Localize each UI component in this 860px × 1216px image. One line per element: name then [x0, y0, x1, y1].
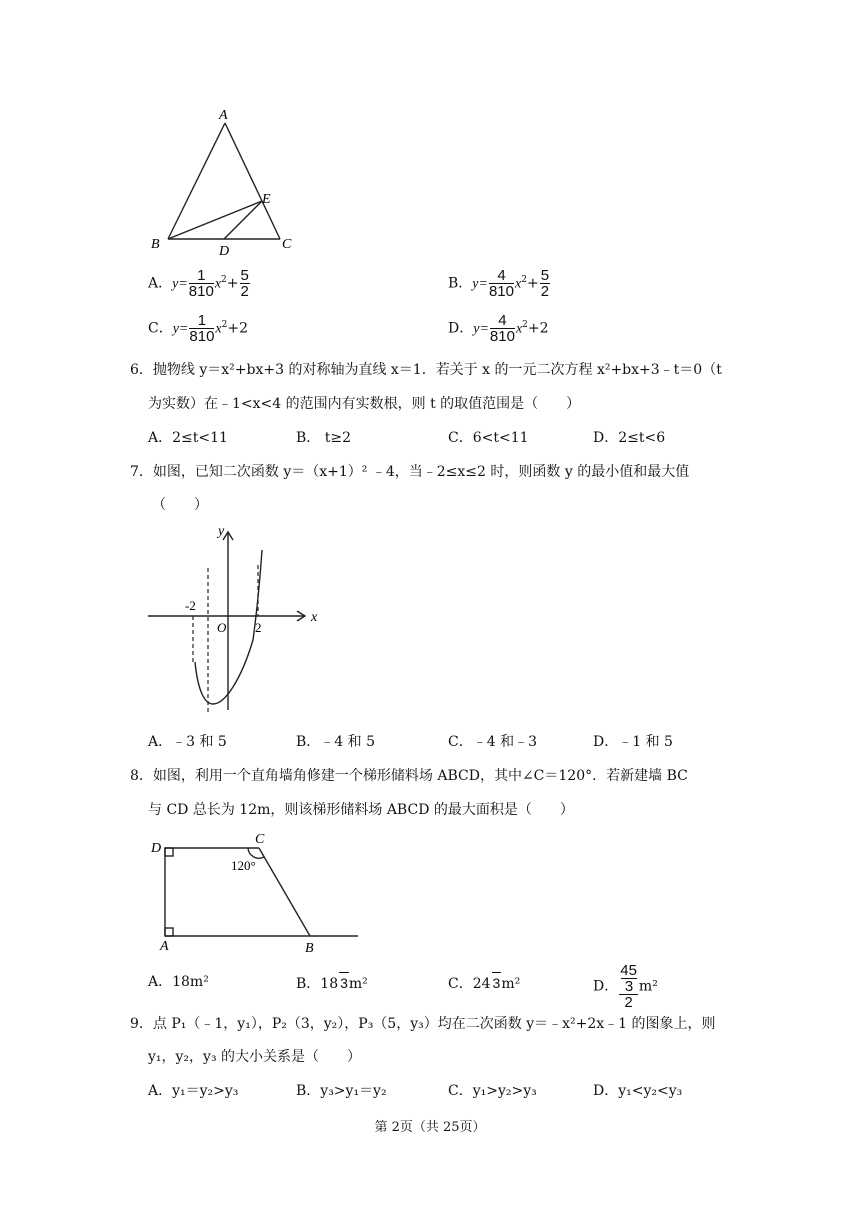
q7-stem-line2: （ ） — [152, 497, 208, 513]
q9-stem-line2: y₁，y₂，y₃ 的大小关系是（ ） — [148, 1049, 362, 1065]
q5-option-d[interactable]: D．y= $\frac{4}{810}$ $x^2+2$ — [448, 312, 549, 345]
q5-option-b[interactable]: B．y= $\frac{4}{810}$ $x^2+$ $\frac{5}{2}$ — [448, 267, 550, 300]
label-d: D — [151, 841, 162, 856]
segment-de — [224, 201, 262, 239]
q9-option-a[interactable]: A．y₁＝y₂>y₃ — [148, 1083, 239, 1099]
q8-stem-line2: 与 CD 总长为 12m，则该梯形储料场 ABCD 的最大面积是（ ） — [148, 802, 574, 818]
q7-option-a[interactable]: A．﹣3 和 5 — [148, 734, 227, 750]
q6-option-b[interactable]: B． t≥2 — [296, 430, 352, 446]
q8-option-b[interactable]: B．18 3m² — [296, 972, 368, 994]
page-footer: 第 2页（共 25页） — [374, 1120, 486, 1135]
label-neg2: -2 — [185, 598, 196, 613]
label-d: D — [219, 244, 230, 259]
label-b: B — [305, 941, 314, 956]
q9-option-c[interactable]: C．y₁>y₂>y₃ — [448, 1083, 537, 1099]
triangle-figure — [140, 105, 310, 260]
q6-stem-line2: 为实数）在﹣1<x<4 的范围内有实数根，则 t 的取值范围是（ ） — [148, 396, 581, 412]
trapezoid-figure — [145, 828, 365, 956]
label-b: B — [151, 237, 160, 252]
q8-option-c[interactable]: C．24 3m² — [448, 972, 520, 994]
side-ac — [225, 123, 280, 239]
q6-option-d[interactable]: D．2≤t<6 — [593, 430, 666, 446]
q8-option-d[interactable]: D． 45 3 2 m² — [593, 962, 658, 1011]
right-angle-mark-a — [165, 928, 173, 936]
side-ab — [168, 123, 225, 239]
q9-option-b[interactable]: B．y₃>y₁＝y₂ — [296, 1083, 387, 1099]
q7-option-b[interactable]: B．﹣4 和 5 — [296, 734, 376, 750]
label-a: A — [219, 108, 228, 123]
q6-option-a[interactable]: A．2≤t<11 — [148, 430, 228, 446]
q8-option-a[interactable]: A．18m² — [148, 974, 209, 990]
label-origin: O — [217, 620, 227, 635]
wall-cb — [259, 848, 310, 936]
label-c: C — [255, 832, 265, 847]
segment-be — [168, 201, 262, 239]
label-y: y — [218, 524, 225, 539]
label-2: 2 — [255, 620, 262, 635]
label-c: C — [282, 237, 292, 252]
q7-option-d[interactable]: D．﹣1 和 5 — [593, 734, 673, 750]
label-x: x — [311, 610, 318, 625]
parabola-figure — [145, 520, 330, 720]
label-a: A — [160, 939, 169, 954]
q8-stem-line1: 8．如图，利用一个直角墙角修建一个梯形储料场 ABCD，其中∠C＝120°．若新建墙 BC — [130, 768, 688, 784]
q7-stem-line1: 7．如图，已知二次函数 y＝（x+1）² ﹣4，当﹣2≤x≤2 时，则函数 y 的最小值和最大值 — [130, 464, 690, 480]
q6-option-c[interactable]: C．6<t<11 — [448, 430, 529, 446]
q7-option-c[interactable]: C．﹣4 和﹣3 — [448, 734, 537, 750]
label-angle-120: 120° — [231, 858, 256, 873]
q5-option-a[interactable]: A．y= $\frac{1}{810}$ $x^2+$ $\frac{5}{2}$ — [148, 267, 249, 300]
q6-stem-line1: 6．抛物线 y＝x²+bx+3 的对称轴为直线 x＝1．若关于 x 的一元二次方程 x²+bx+3﹣t＝0（t — [130, 362, 722, 378]
q9-stem-line1: 9．点 P₁（﹣1，y₁），P₂（3，y₂），P₃（5，y₃）均在二次函数 y＝﹣x²+2x﹣1 的图象上，则 — [130, 1016, 716, 1032]
q9-option-d[interactable]: D．y₁<y₂<y₃ — [593, 1083, 683, 1099]
label-e: E — [262, 192, 271, 207]
right-angle-mark-d — [165, 848, 173, 856]
q5-option-c[interactable]: C．y= $\frac{1}{810}$ $x^2+2$ — [148, 312, 249, 345]
